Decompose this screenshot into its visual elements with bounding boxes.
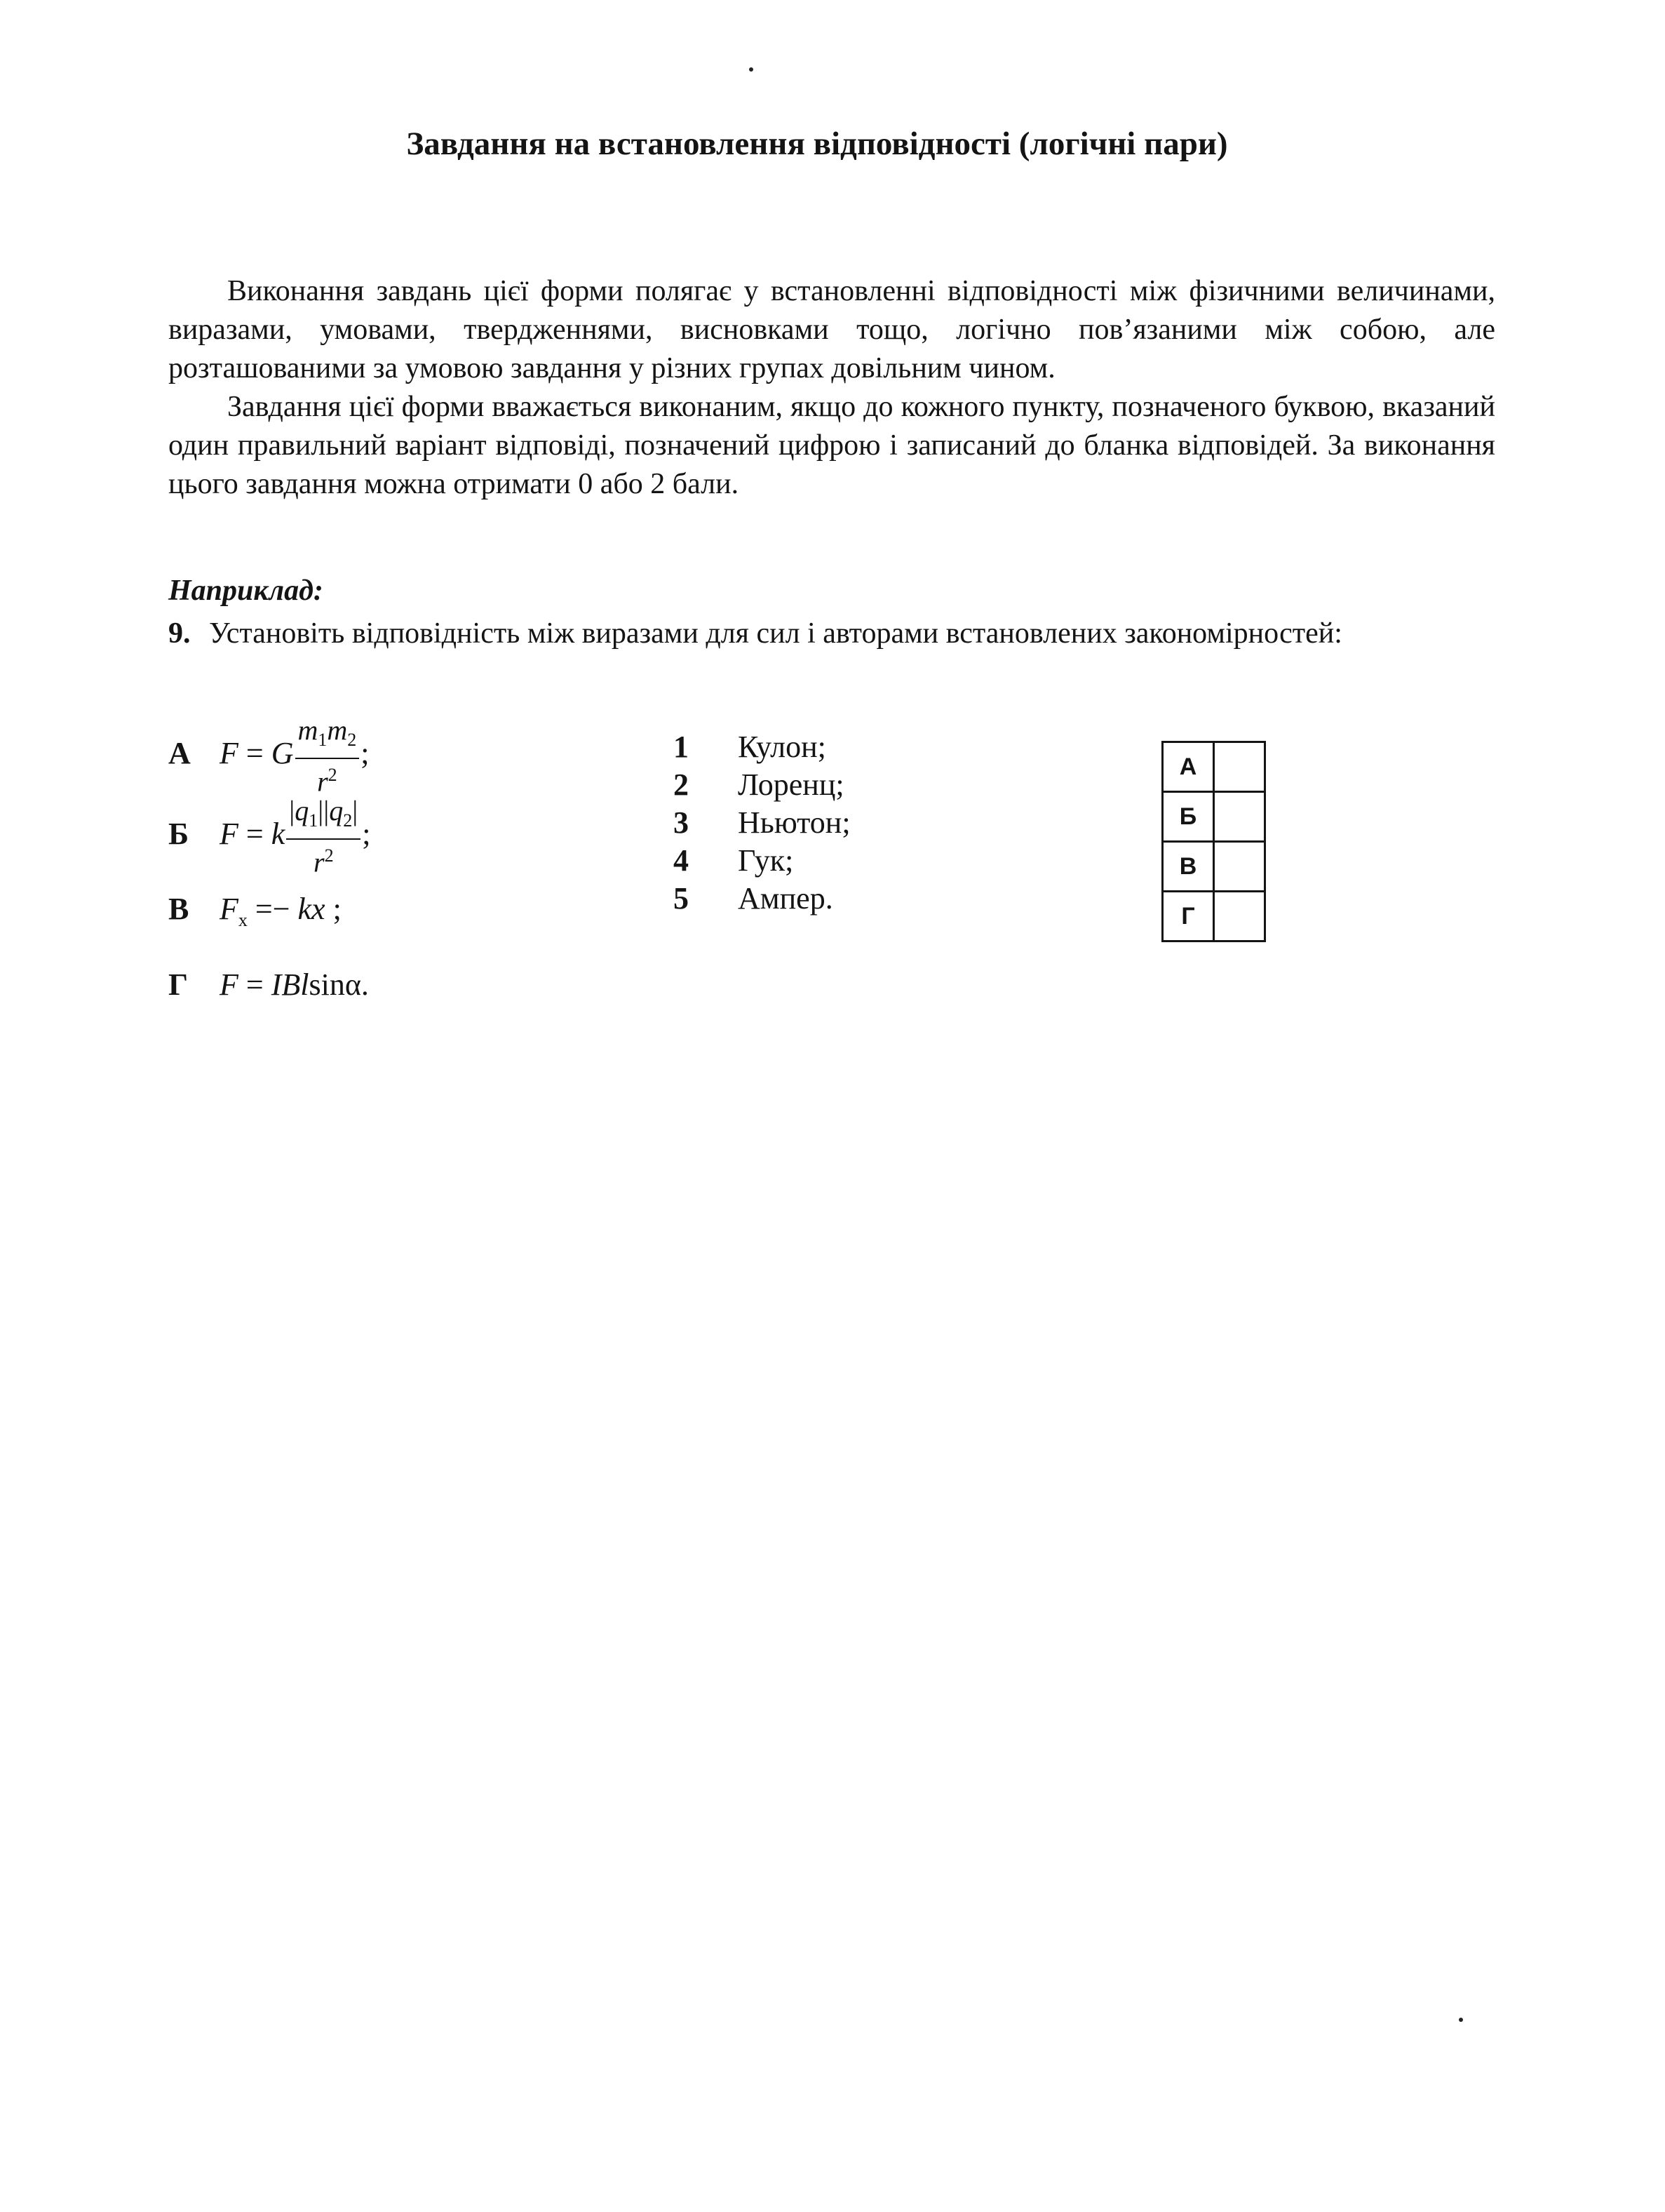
answer-row xyxy=(1163,742,1265,792)
author-name: Ньютон; xyxy=(738,805,851,840)
formula-v-letter: В xyxy=(168,892,189,926)
intro-text xyxy=(168,272,1495,504)
answer-row-label: А xyxy=(1163,742,1214,792)
question-text: Установіть відповідність між виразами для сил і авторами встановлених закономірностей: xyxy=(209,617,1342,650)
author-number: 3 xyxy=(673,805,689,840)
answer-cell[interactable] xyxy=(1214,892,1265,941)
author-name: Гук; xyxy=(738,843,794,878)
author-number: 1 xyxy=(673,730,689,764)
formula-v xyxy=(168,891,342,931)
author-name: Кулон; xyxy=(738,730,826,764)
author-item xyxy=(673,728,851,766)
answer-row xyxy=(1163,892,1265,941)
answer-cell[interactable] xyxy=(1214,842,1265,892)
formula-b xyxy=(168,795,371,878)
answer-row xyxy=(1163,792,1265,842)
formula-a-letter: А xyxy=(168,735,191,770)
answer-cell[interactable] xyxy=(1214,792,1265,842)
intro-paragraph-2-text: Завдання цієї форми вважається виконаним, якщо до кожного пункту, позначеного буквою, вказаний один правильний варіант відповіді, позначений цифрою і записаний до бланка відповідей. За виконання цього завдання можна отримати 0 або 2 бали. xyxy=(168,391,1495,500)
formula-g xyxy=(168,967,369,1003)
answer-cell[interactable] xyxy=(1214,742,1265,792)
question-9 xyxy=(168,615,1495,653)
scan-speck xyxy=(1459,2018,1463,2022)
answer-row xyxy=(1163,842,1265,892)
page-title: Завдання на встановлення відповідності (логічні пари) xyxy=(406,126,1228,162)
formula-g-letter: Г xyxy=(168,967,188,1002)
author-number: 4 xyxy=(673,843,689,878)
author-item xyxy=(673,880,851,918)
answer-row-label: Б xyxy=(1163,792,1214,842)
author-item xyxy=(673,766,851,804)
author-number: 5 xyxy=(673,881,689,916)
formula-a-expression: F = G $\frac{m_1m_2}{r^2}$ ; xyxy=(220,714,370,798)
author-number: 2 xyxy=(673,768,689,802)
authors-list xyxy=(673,728,851,918)
author-item xyxy=(673,842,851,880)
scan-speck xyxy=(749,67,753,72)
answer-grid xyxy=(1161,741,1266,942)
intro-paragraph-1-text: Виконання завдань цієї форми полягає у встановленні відповідності між фізичними величинами, виразами, умовами, твердженнями, висновками тощо, логічно пов’язаними між собою, але розташованими за умовою завдання у різних групах довільним чином. xyxy=(168,275,1495,384)
answer-row-label: Г xyxy=(1163,892,1214,941)
example-heading: Наприклад: xyxy=(168,575,323,607)
author-name: Ампер. xyxy=(738,881,833,916)
formula-g-expression: F = IBlsinα. xyxy=(220,967,369,1002)
formula-v-expression: $F_x$ =− kx ; xyxy=(220,892,342,930)
intro-paragraph-2 xyxy=(168,388,1495,504)
formula-b-expression: F = k $\frac{|q_1||q_2|}{r^2}$ ; xyxy=(220,795,371,878)
author-item xyxy=(673,804,851,842)
formula-b-letter: Б xyxy=(168,816,189,851)
intro-paragraph-1 xyxy=(168,272,1495,388)
formula-a xyxy=(168,714,370,798)
answer-row-label: В xyxy=(1163,842,1214,892)
question-number: 9. xyxy=(168,617,191,650)
author-name: Лоренц; xyxy=(738,768,844,802)
